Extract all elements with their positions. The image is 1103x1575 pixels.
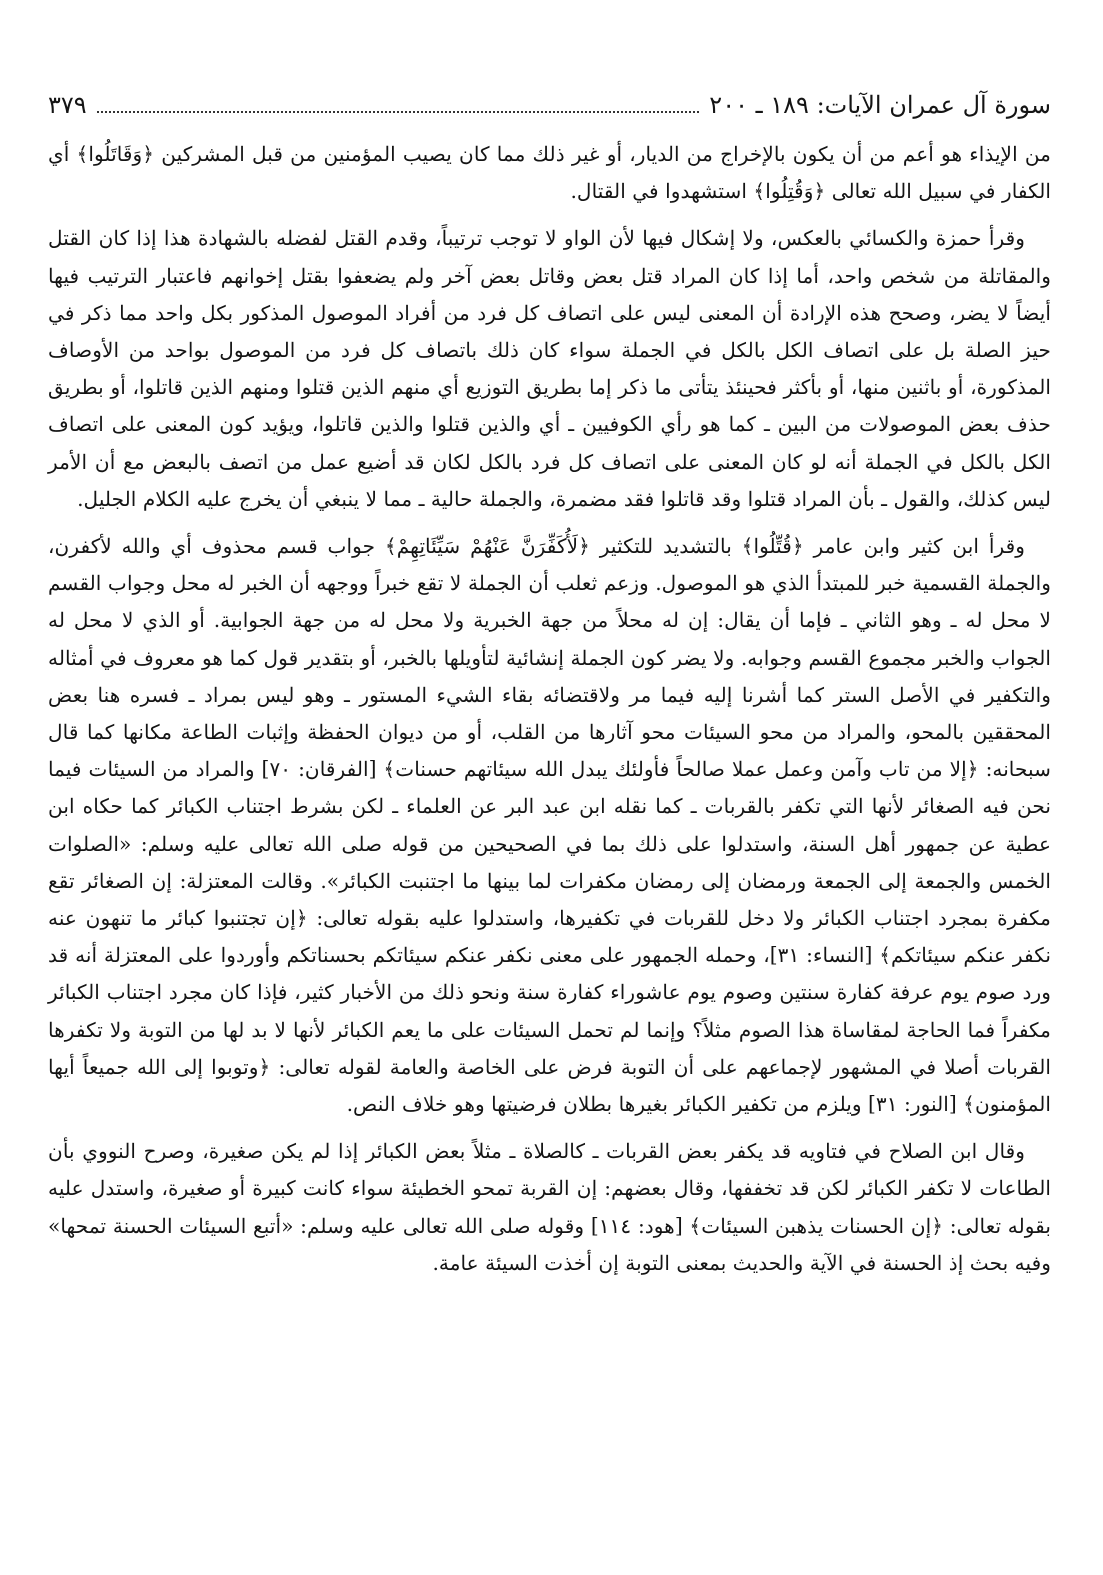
header-dotted-leader <box>97 110 700 113</box>
page-number: ٣٧٩ <box>48 91 87 119</box>
paragraph-2: وقرأ حمزة والكسائي بالعكس، ولا إشكال فيها لأن الواو لا توجب ترتيباً، وقدم القتل لفضله بالشهادة هذا إذا كان القتل والمقاتلة من شخص واحد، أما إذا كان المراد قتل بعض وقاتل بعض آخر ولم يضعفوا بقتل إخوانهم فاعتبار الترتيب فيها أيضاً لا يضر، وصحح هذه الإرادة أن المعنى ليس على اتصاف كل فرد من أفراد الموصول المذكور بكل واحد مما ذكر في حيز الصلة بل على اتصاف الكل بالكل في الجملة سواء كان ذلك باتصاف كل فرد من الموصول بواحد من الأوصاف المذكورة، أو باثنين منها، أو بأكثر فحينئذ يتأتى ما ذكر إما بطريق التوزيع أي منهم الذين قتلوا ومنهم الذين قاتلوا، أو بطريق حذف بعض الموصولات من البين ـ كما هو رأي الكوفيين ـ أي والذين قتلوا والذين قاتلوا، ويؤيد كون المعنى على اتصاف الكل بالكل في الجملة أنه لو كان المعنى على اتصاف كل فرد بالكل لكان قد أضيع عمل من اتصف بالبعض مع أن الأمر ليس كذلك، والقول ـ بأن المراد قتلوا وقد قاتلوا فقد مضمرة، والجملة حالية ـ مما لا ينبغي أن يخرج عليه الكلام الجليل. <box>48 226 1051 511</box>
running-header <box>48 88 1051 122</box>
paragraph-4: وقال ابن الصلاح في فتاويه قد يكفر بعض القربات ـ كالصلاة ـ مثلاً بعض الكبائر إذا لم يكن صغيرة، وصرح النووي بأن الطاعات لا تكفر الكبائر لكن قد تخففها، وقال بعضهم: إن القربة تمحو الخطيئة سواء كانت كبيرة أو صغيرة، واستدل عليه بقوله تعالى: ﴿إن الحسنات يذهبن السيئات﴾ [هود: ١١٤] وقوله صلى الله تعالى عليه وسلم: «أتبع السيئات الحسنة تمحها» وفيه بحث إذ الحسنة في الآية والحديث بمعنى التوبة إن أخذت السيئة عامة. <box>48 1139 1052 1275</box>
header-surah-title: سورة آل عمران الآيات: ١٨٩ ـ ٢٠٠ <box>709 91 1051 119</box>
paragraph-3: وقرأ ابن كثير وابن عامر ﴿قُتِّلُوا﴾ بالتشديد للتكثير ﴿لَأُكَفِّرَنَّ عَنْهُمْ سَيِّئَاتِهِمْ﴾ جواب قسم محذوف أي والله لأكفرن، والجملة القسمية خبر للمبتدأ الذي هو الموصول. وزعم ثعلب أن الجملة لا تقع خبراً ووجهه أن الخبر له محل وجواب القسم لا محل له ـ وهو الثاني ـ فإما أن يقال: إن له محلاً من جهة الخبرية ولا محل له من جهة الجوابية. أو الذي لا محل له الجواب والخبر مجموع القسم وجوابه. ولا يضر كون الجملة إنشائية لتأويلها بالخبر، أو بتقدير قول كما هو معروف في أمثاله والتكفير في الأصل الستر كما أشرنا إليه فيما مر ولاقتضائه بقاء الشيء المستور ـ وهو ليس بمراد ـ فسره هنا بعض المحققين بالمحو، والمراد من محو السيئات محو آثارها من القلب، أو من ديوان الحفظة وإثبات الطاعة مكانها كما قال سبحانه: ﴿إلا من تاب وآمن وعمل عملا صالحاً فأولئك يبدل الله سيئاتهم حسنات﴾ [الفرقان: ٧٠] والمراد من السيئات فيما نحن فيه الصغائر لأنها التي تكفر بالقربات ـ كما نقله ابن عبد البر عن العلماء ـ لكن بشرط اجتناب الكبائر كما حكاه ابن عطية عن جمهور أهل السنة، واستدلوا على ذلك بما في الصحيحين من قوله صلى الله تعالى عليه وسلم: «الصلوات الخمس والجمعة إلى الجمعة ورمضان إلى رمضان مكفرات لما بينها ما اجتنبت الكبائر». وقالت المعتزلة: إن الصغائر تقع مكفرة بمجرد اجتناب الكبائر ولا دخل للقربات في تكفيرها، واستدلوا عليه بقوله تعالى: ﴿إن تجتنبوا كبائر ما تنهون عنه نكفر عنكم سيئاتكم﴾ [النساء: ٣١]، وحمله الجمهور على معنى نكفر عنكم سيئاتكم بحسناتكم وأوردوا على المعتزلة أنه قد ورد صوم يوم عرفة كفارة سنتين وصوم يوم عاشوراء كفارة سنة ونحو ذلك من الأخبار كثير، فإذا كان مجرد اجتناب الكبائر مكفراً فما الحاجة لمقاساة هذا الصوم مثلاً؟ وإنما لم تحمل السيئات على ما يعم الكبائر لأنها لا بد لها من التوبة ولا تكفرها القربات أصلا في المشهور لإجماعهم على أن التوبة فرض على الخاصة والعامة لقوله تعالى: ﴿وتوبوا إلى الله جميعاً أيها المؤمنون﴾ [النور: ٣١] ويلزم من تكفير الكبائر بغيرها بطلان فرضيتها وهو خلاف النص. <box>48 534 1052 1117</box>
paragraph-1: من الإيذاء هو أعم من أن يكون بالإخراج من الديار، أو غير ذلك مما كان يصيب المؤمنين من قبل المشركين ﴿وَقَاتَلُوا﴾ أي الكفار في سبيل الله تعالى ﴿وَقُتِلُوا﴾ استشهدوا في القتال. <box>48 142 1051 204</box>
